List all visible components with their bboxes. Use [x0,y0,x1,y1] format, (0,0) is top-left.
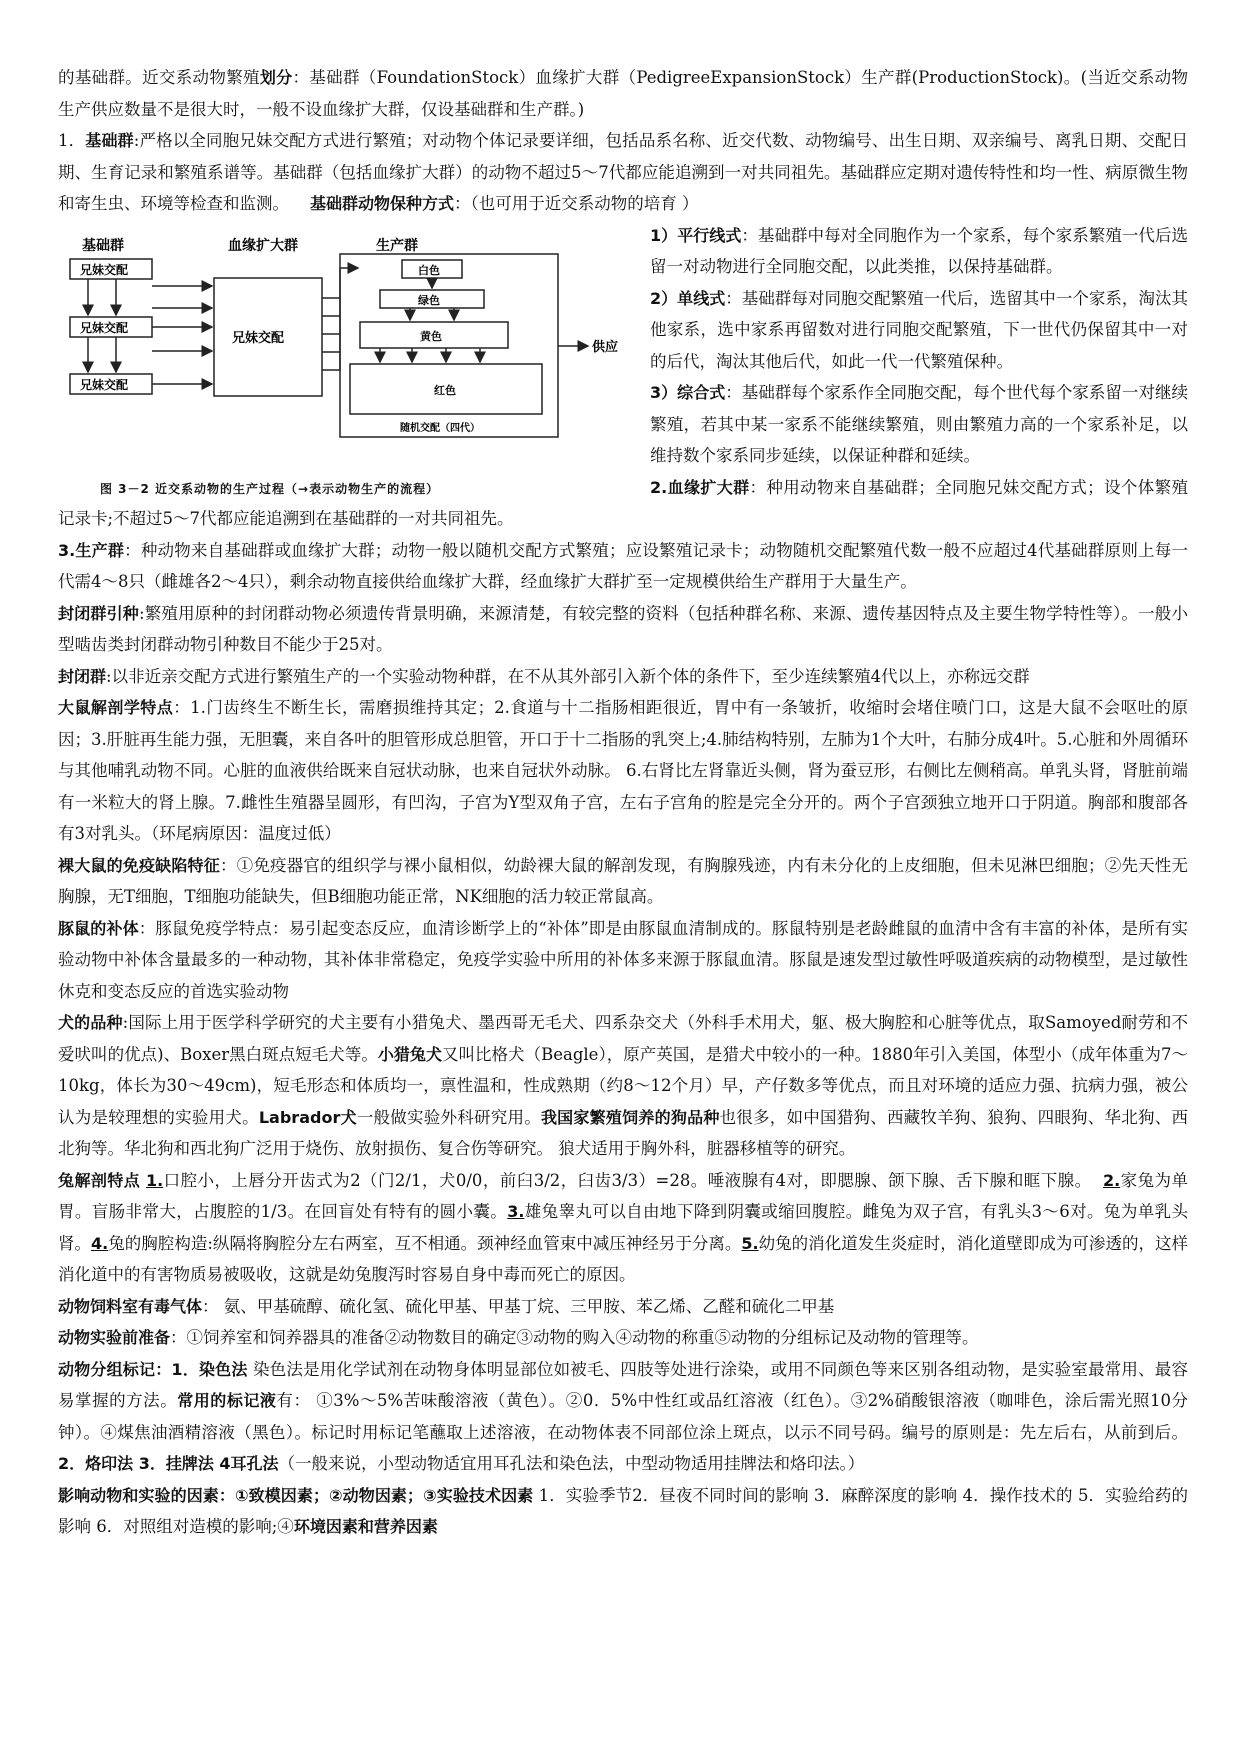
influencing-factors-tail: 环境因素和营养因素 [293,1517,438,1536]
influencing-factors-title: 影响动物和实验的因素：①致模因素；②动物因素；③实验技术因素 [58,1485,534,1505]
experiment-prep-text: ：①饲养室和饲养器具的准备②动物数目的确定③动物的购入④动物的称重⑤动物的分组标记及动物的管理等。 [170,1328,979,1347]
method-2-title: 2）单线式 [650,288,726,308]
toxic-gas-paragraph [58,1291,1188,1323]
figure-caption: 图 3－2 近交系动物的生产过程（→表示动物生产的流程） [100,481,440,496]
column-label-production: 生产群 [376,237,418,254]
breeding-method-title: 基础群动物保种方式 [309,194,454,213]
rabbit-anatomy-paragraph [58,1165,1188,1291]
green-box-label: 绿色 [418,293,440,307]
expansion-mating-label: 兄妹交配 [232,330,285,346]
rabbit-point-1-text: 口腔小，上唇分开齿式为2（门2/1，犬0/0，前臼3/2，臼齿3/3）=28。唾液腺有4对，即腮腺、颌下腺、舌下腺和眶下腺。 [163,1170,1092,1190]
guinea-pig-text: ：豚鼠免疫学特点：易引起变态反应，血清诊断学上的“补体”即是由豚鼠血清制成的。豚鼠特别是老龄雌鼠的血清中含有丰富的补体，是所有实验动物中补体含量最多的一种动物，其补体非常稳定，免疫学实验中所用的补体多来源于豚鼠血清。豚鼠是速发型过敏性呼吸道疾病的动物模型，是过敏性休克和变态反应的首选实验动物 [58,918,1188,1001]
production-diagram [58,226,636,498]
rat-anatomy-title: 大鼠解剖学特点 [58,698,174,717]
white-box-label: 白色 [418,263,440,277]
intro-text-2: ：基础群（FoundationStock）血缘扩大群（PedigreeExpansionStock）生产群(ProductionStock)。(当近交系动物生产供应数量不是很大时，一般不设血缘扩大群，仅设基础群和生产群。) [58,68,1188,119]
toxic-gas-title: 动物饲料室有毒气体 [58,1296,203,1316]
group-marking-title: 动物分组标记：1．染色法 [58,1359,248,1379]
production-process-figure [58,226,636,498]
other-marking-methods: 2．烙印法 3．挂牌法 4耳孔法 [58,1454,279,1473]
guinea-pig-title: 豚鼠的补体 [58,918,139,938]
mating-box-3-label: 兄妹交配 [80,377,129,392]
column-label-foundation: 基础群 [82,237,124,254]
expansion-stock-text: ：种用动物来自基础群；全同胞兄妹交配方式；设个体繁殖记录卡;不超过5～7代都应能追溯到在基础群的一对共同祖先。 [58,477,1189,528]
influencing-factors-paragraph [58,1480,1188,1543]
dog-breeds-text-1: :国际上用于医学科学研究的犬主要有小猎兔犬、墨西哥无毛犬、四系杂交犬（外科手术用犬，躯、极大胸腔和心脏等优点，取Samoyed耐劳和不爱吠叫的优点)、Boxer黑白斑点短毛犬等。 [58,1013,1188,1064]
document-page [58,62,1188,1543]
section-number: 1． [58,131,86,150]
method-3-text: ：基础群每个家系作全同胞交配，每个世代每个家系留一对继续繁殖，若其中某一家系不能继续繁殖，则由繁殖力高的一个家系补足，以维持数个家系同步延续，以保证种群和延续。 [650,383,1189,465]
production-stock-paragraph [58,535,1188,598]
rabbit-anatomy-title: 兔解剖特点 [58,1170,141,1190]
column-label-expansion: 血缘扩大群 [228,237,298,254]
intro-paragraph [58,62,1188,125]
group-marking-text-2: 有： ①3%～5%苦味酸溶液（黄色）。②0．5%中性红或品红溶液（红色）。③2%硝酸银溶液（咖啡色，涂后需光照10分钟）。④煤焦油酒精溶液（黑色）。标记时用标记笔蘸取上述溶液，在动物体表不同部位涂上斑点，以示不同号码。编号的原则是：先左后右，从前到后。 [58,1391,1188,1442]
nude-rat-paragraph [58,850,1188,913]
production-stock-title: 3.生产群 [58,540,125,560]
rabbit-point-5-text: 幼兔的消化道发生炎症时，消化道壁即成为可渗透的，这样消化道中的有害物质易被吸收，这就是幼兔腹泻时容易自身中毒而死亡的原因。 [58,1233,1189,1284]
intro-keyword: 划分 [259,68,293,87]
rat-anatomy-paragraph [58,692,1188,850]
expansion-stock-title: 2.血缘扩大群 [650,477,750,497]
foundation-stock-text: :严格以全同胞兄妹交配方式进行繁殖；对动物个体记录要详细，包括品系名称、近交代数、动物编号、出生日期、双亲编号、离乳日期、交配日期、生育记录和繁殖系谱等。基础群（包括血缘扩大群）的动物不超过5～7代都应能追溯到一对共同祖先。基础群应定期对遗传特性和均一性、病原微生物和寄生虫、环境等检查和监测。 [58,131,1189,213]
rabbit-point-3-number: 3. [507,1202,525,1221]
toxic-gas-text: ： 氨、甲基硫醇、硫化氢、硫化甲基、甲基丁烷、三甲胺、苯乙烯、乙醛和硫化二甲基 [202,1296,835,1316]
rabbit-point-2-number: 2. [1102,1170,1121,1190]
closed-colony-intro-title: 封闭群引种 [58,603,139,623]
labrador-title: Labrador犬 [258,1107,357,1127]
marking-solution-title: 常用的标记液 [177,1391,277,1410]
dog-breeds-text-3: 一般做实验外科研究用。 [356,1107,541,1127]
rabbit-point-4-text: 兔的胸腔构造:纵隔将胸腔分左右两室，互不相通。颈神经血管束中减压神经另于分离。 [108,1233,742,1253]
method-1-title: 1）平行线式 [650,225,742,245]
yellow-box-label: 黄色 [420,329,442,343]
chinese-dog-title: 我国家繁殖饲养的狗品种 [540,1107,720,1127]
foundation-stock-title: 基础群 [85,131,134,150]
group-marking-text-1: 染色法是用化学试剂在动物身体明显部位如被毛、四肢等处进行涂染，或用不同颜色等来区别各组动物，是实验室最常用、最容易掌握的方法。 [58,1359,1188,1410]
method-1-text: ：基础群中每对全同胞作为一个家系，每个家系繁殖一代后选留一对动物进行全同胞交配，以此类推，以保持基础群。 [650,225,1188,276]
method-2-text: ：基础群每对同胞交配繁殖一代后，选留其中一个家系，淘汰其他家系，选中家系再留数对进行同胞交配繁殖，下一世代仍保留其中一对的后代，淘汰其他后代，如此一代一代繁殖保种。 [650,288,1189,371]
beagle-title: 小猎兔犬 [377,1044,442,1064]
closed-colony-text: :以非近亲交配方式进行繁殖生产的一个实验动物种群，在不从其外部引入新个体的条件下，至少连续繁殖4代以上，亦称远交群 [106,666,1030,686]
influencing-factors-text: 1．实验季节2．昼夜不同时间的影响 3．麻醉深度的影响 4．操作技术的 5．实验给药的影响 6．对照组对造模的影响;④ [58,1485,1188,1536]
mating-box-2-label: 兄妹交配 [80,320,129,335]
rabbit-point-5-number: 5. [741,1233,759,1253]
intro-text: 的基础群。近交系动物繁殖 [58,68,260,87]
nude-rat-title: 裸大鼠的免疫缺陷特征 [58,855,220,875]
closed-colony-paragraph [58,661,1188,693]
supply-label: 供应 [592,339,619,355]
rabbit-point-4-number: 4. [91,1233,109,1253]
rabbit-point-1-number: 1. [145,1170,164,1190]
group-marking-text-3: （一般来说，小型动物适宜用耳孔法和染色法，中型动物适用挂牌法和烙印法。） [278,1454,865,1473]
production-stock-text: ：种动物来自基础群或血缘扩大群；动物一般以随机交配方式繁殖；应设繁殖记录卡；动物随机交配繁殖代数一般不应超过4代基础群原则上每一代需4～8只（雌雄各2～4只），剩余动物直接供给血缘扩大群，经血缘扩大群扩至一定规模供给生产群用于大量生产。 [58,540,1188,591]
dog-breeds-paragraph [58,1007,1188,1165]
dog-breeds-text-2: 又叫比格犬（Beagle），原产英国，是猎犬中较小的一种。1880年引入美国，体型小（成年体重为7～10kg，体长为30～49cm)，短毛形态和体质均一，禀性温和，性成熟期（约8～12个月）早，产仔数多等优点，而且对环境的适应力强、抗病力强，被公认为是较理想的实验用犬。 [58,1044,1188,1127]
rat-anatomy-text: ：1.门齿终生不断生长，需磨损维持其定；2.食道与十二指肠相距很近，胃中有一条皱折，收缩时会堵住喷门口，这是大鼠不会呕吐的原因；3.肝脏再生能力强，无胆囊，来自各叶的胆管形成总胆管，开口于十二指肠的乳突上;4.肺结构特别，左肺为1个大叶，右肺分成4叶。5.心脏和外周循环与其他哺乳动物不同。心脏的血液供给既来自冠状动脉，也来自冠状外动脉。 6.右肾比左肾靠近头侧，肾为蚕豆形，右侧比左侧稍高。单乳头肾，肾脏前端有一米粒大的肾上腺。7.雌性生殖器呈圆形，有凹沟，子宫为Y型双角子宫，左右子宫角的腔是完全分开的。两个子宫颈独立地开口于阴道。胸部和腹部各有3对乳头。（环尾病原因：温度过低） [58,698,1188,843]
closed-colony-intro-text: :繁殖用原种的封闭群动物必须遗传背景明确，来源清楚，有较完整的资料（包括种群名称、来源、遗传基因特点及主要生物学特性等）。一般小型啮齿类封闭群动物引种数目不能少于25对。 [58,603,1188,654]
closed-colony-intro-paragraph [58,598,1188,661]
dog-breeds-text-4: 也很多，如中国猎狗、西藏牧羊狗、狼狗、四眼狗、华北狗、西北狗等。华北狗和西北狗广泛用于烧伤、放射损伤、复合伤等研究。 狼犬适用于胸外科，脏器移植等的研究。 [58,1107,1188,1158]
dog-breeds-title: 犬的品种 [58,1013,123,1032]
guinea-pig-paragraph [58,913,1188,1008]
group-marking-paragraph [58,1354,1188,1480]
experiment-prep-paragraph [58,1322,1188,1354]
foundation-stock-paragraph [58,125,1188,220]
method-3-title: 3）综合式 [650,383,726,402]
nude-rat-text: ：①免疫器官的组织学与裸小鼠相似，幼龄裸大鼠的解剖发现，有胸腺残迹，内有未分化的上皮细胞，但未见淋巴细胞；②先天性无胸腺，无T细胞，T细胞功能缺失，但B细胞功能正常，NK细胞的活力较正常鼠高。 [58,855,1188,906]
random-mating-label: 随机交配（四代） [400,422,480,434]
closed-colony-title: 封闭群 [58,666,107,686]
red-box-label: 红色 [434,383,456,397]
experiment-prep-title: 动物实验前准备 [58,1328,171,1347]
rabbit-point-3-text: 雄兔睾丸可以自由地下降到阴囊或缩回腹腔。雌兔为双子宫，有乳头3～6对。兔为单乳头肾。 [58,1202,1188,1253]
mating-box-1-label: 兄妹交配 [80,262,129,277]
breeding-method-note: ：（也可用于近交系动物的培育 ） [454,194,699,213]
rabbit-point-2-text: 家兔为单胃。盲肠非常大，占腹腔的1/3。在回盲处有特有的圆小囊。 [58,1170,1188,1221]
